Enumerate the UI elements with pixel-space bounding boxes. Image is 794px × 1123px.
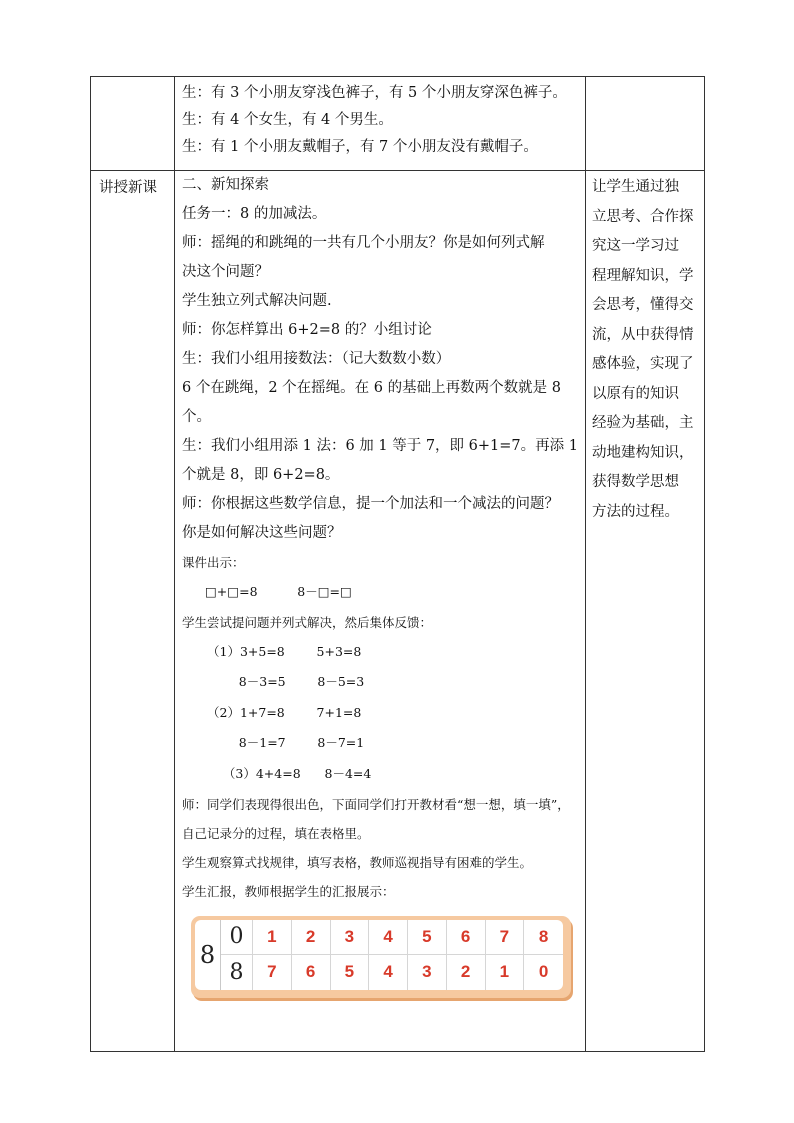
content-line: 师：你怎样算出 6+2=8 的？小组讨论 bbox=[182, 322, 432, 338]
content-line: 决这个问题？ bbox=[182, 264, 269, 280]
board-cell: 2 bbox=[447, 955, 486, 990]
content-line: 学生汇报，教师根据学生的汇报展示： bbox=[182, 883, 395, 899]
formula-line: 8－3=5 8－5=3 bbox=[207, 674, 365, 690]
formula-line: （3）4+4=8 8－4=4 bbox=[207, 765, 372, 781]
intent-line: 方法的过程。 bbox=[592, 503, 679, 520]
intent-line: 感体验，实现了 bbox=[592, 356, 694, 372]
formula-line: 8－1=7 8－7=1 bbox=[207, 735, 365, 751]
content-cell bbox=[175, 171, 586, 1052]
courseware-formula: □+□=8 8－□=□ bbox=[205, 584, 352, 599]
content-line: 师：你根据这些数学信息，提一个加法和一个减法的问题？ bbox=[182, 496, 559, 512]
section-cell-empty bbox=[91, 77, 175, 171]
number-decomposition-board bbox=[191, 916, 571, 998]
task-title: 任务一：8 的加减法。 bbox=[182, 206, 327, 222]
content-line: 你是如何解决这些问题？ bbox=[182, 525, 342, 541]
intent-line: 经验为基础，主 bbox=[592, 415, 694, 431]
content-cell bbox=[175, 77, 586, 171]
board-cell: 0 bbox=[538, 962, 549, 982]
board-top-first: 0 bbox=[221, 920, 253, 955]
board-cell: 6 bbox=[292, 955, 331, 990]
formula-line: （1）3+5=8 5+3=8 bbox=[207, 643, 362, 659]
board-cell: 2 bbox=[292, 920, 331, 955]
intent-cell-empty bbox=[586, 77, 705, 171]
intent-line: 让学生通过独 bbox=[592, 179, 679, 195]
board-cell: 5 bbox=[331, 955, 370, 990]
content-line: 师：摇绳的和跳绳的一共有几个小朋友？你是如何列式解 bbox=[182, 235, 545, 251]
design-intent bbox=[586, 171, 704, 527]
formula-line: （2）1+7=8 7+1=8 bbox=[207, 704, 362, 720]
board-cell: 6 bbox=[447, 920, 486, 955]
board-cell: 1 bbox=[253, 920, 292, 955]
board-cell: 4 bbox=[369, 920, 408, 955]
section-cell bbox=[91, 171, 175, 1052]
board-cell: 5 bbox=[408, 920, 447, 955]
board-bottom-first: 8 bbox=[221, 955, 253, 990]
table-row bbox=[91, 171, 705, 1052]
content-line: 师：同学们表现得很出色，下面同学们打开教材看“想一想，填一填”， bbox=[182, 796, 570, 812]
intent-cell bbox=[586, 171, 705, 1052]
section-heading: 二、新知探索 bbox=[182, 177, 269, 193]
content-line: 生：我们小组用接数法：（记大数数小数） bbox=[182, 351, 451, 367]
board-cell: 7 bbox=[253, 955, 292, 990]
intent-line: 程理解知识，学 bbox=[592, 267, 694, 284]
board-total: 8 bbox=[195, 920, 221, 990]
courseware-label: 课件出示： bbox=[182, 555, 245, 570]
student-answer-2: 生：有 4 个女生，有 4 个男生。 bbox=[182, 112, 393, 128]
intent-line: 以原有的知识 bbox=[592, 385, 679, 402]
content-line: 6 个在跳绳，2 个在摇绳。在 6 的基础上再数两个数就是 8 bbox=[182, 380, 561, 396]
intent-line: 会思考，懂得交 bbox=[592, 297, 694, 313]
content-line: 生：我们小组用添 1 法：6 加 1 等于 7，即 6+1=7。再添 1 bbox=[182, 438, 578, 454]
intent-line: 究这一学习过 bbox=[592, 238, 679, 254]
content-line: 自己记录分的过程，填在表格里。 bbox=[182, 825, 370, 841]
intent-line: 动地建构知识， bbox=[592, 444, 694, 461]
board-cell: 8 bbox=[524, 920, 563, 955]
board-cell: 4 bbox=[369, 955, 408, 990]
board-grid bbox=[221, 920, 563, 990]
table-row bbox=[91, 77, 705, 171]
board-cell: 1 bbox=[486, 955, 525, 990]
content-line: 学生独立列式解决问题. bbox=[182, 293, 332, 309]
lesson-plan-table bbox=[90, 76, 705, 1052]
board-cell: 3 bbox=[408, 955, 447, 990]
intent-line: 获得数学思想 bbox=[592, 474, 679, 490]
student-answer-3: 生：有 1 个小朋友戴帽子，有 7 个小朋友没有戴帽子。 bbox=[182, 139, 538, 155]
intent-line: 流，从中获得情 bbox=[592, 326, 694, 343]
content-line: 个就是 8，即 6+2=8。 bbox=[182, 467, 340, 483]
board-cell: 7 bbox=[486, 920, 525, 955]
board-cell: 3 bbox=[331, 920, 370, 955]
student-answer-1: 生：有 3 个小朋友穿浅色裤子，有 5 个小朋友穿深色裤子。 bbox=[182, 85, 567, 101]
content-line: 学生观察算式找规律，填写表格，教师巡视指导有困难的学生。 bbox=[182, 854, 533, 870]
section-label: 讲授新课 bbox=[99, 180, 157, 196]
content-line: 个。 bbox=[182, 409, 211, 425]
intent-line: 立思考、合作探 bbox=[592, 208, 694, 225]
feedback-label: 学生尝试提问题并列式解决，然后集体反馈： bbox=[182, 614, 433, 630]
